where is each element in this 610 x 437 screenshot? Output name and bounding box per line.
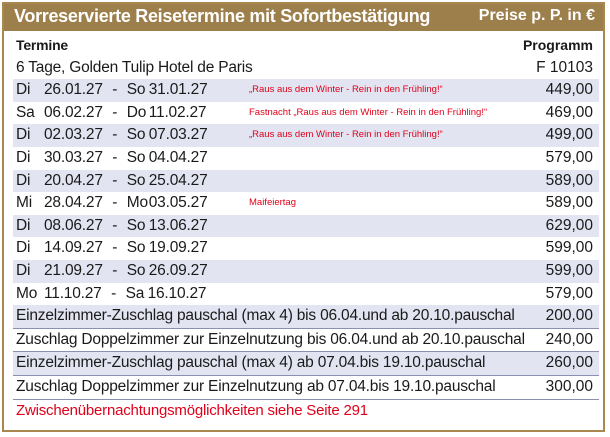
surcharge-row <box>13 329 599 353</box>
end-weekday: So <box>126 216 146 234</box>
start-weekday: Di <box>16 126 31 144</box>
start-weekday: Di <box>16 239 31 257</box>
end-weekday: So <box>126 148 146 166</box>
date-row <box>13 260 599 283</box>
end-date: 07.03.27 <box>148 126 208 144</box>
end-weekday: Do <box>126 103 147 121</box>
table-header-row <box>13 34 599 57</box>
date-range <box>16 215 208 238</box>
price-note: Preise p. P. in € <box>478 7 595 24</box>
start-weekday: Di <box>16 171 31 189</box>
end-weekday: So <box>126 126 146 144</box>
surcharge-price: 240,00 <box>545 330 593 348</box>
title-bar <box>4 4 603 31</box>
end-date: 11.02.27 <box>148 103 207 121</box>
start-date: 30.03.27 <box>44 148 103 166</box>
surcharge-price: 200,00 <box>545 307 593 325</box>
date-range <box>16 147 208 170</box>
date-row <box>13 192 599 215</box>
date-row <box>13 283 599 306</box>
footer-note-row <box>13 400 599 423</box>
date-row <box>13 147 599 170</box>
date-range <box>16 102 206 125</box>
column-header-programm: Programm <box>522 37 593 53</box>
end-weekday: So <box>126 261 146 279</box>
end-date: 04.04.27 <box>148 148 208 166</box>
date-range <box>16 124 208 147</box>
date-note: Maifeiertag <box>249 197 296 209</box>
end-weekday: Mo <box>126 194 148 212</box>
footer-note: Zwischenübernachtungsmöglichkeiten siehe Seite 291 <box>16 401 368 419</box>
end-date: 03.05.27 <box>148 194 208 212</box>
date-price: 599,00 <box>545 239 593 257</box>
start-date: 20.04.27 <box>44 171 103 189</box>
date-row <box>13 124 599 147</box>
date-price: 589,00 <box>545 194 593 212</box>
date-note: „Raus aus dem Winter - Rein in den Frühling!“ <box>249 84 443 96</box>
package-code: F 10103 <box>536 58 593 76</box>
start-weekday: Di <box>16 261 31 279</box>
package-name: 6 Tage, Golden Tulip Hotel de Paris <box>16 58 253 76</box>
range-separator: - <box>112 148 118 166</box>
date-note: Fastnacht „Raus aus dem Winter - Rein in den Frühling!“ <box>249 106 488 118</box>
range-separator: - <box>112 126 118 144</box>
date-row <box>13 102 599 125</box>
range-separator: - <box>112 194 118 212</box>
surcharge-text: Einzelzimmer-Zuschlag pauschal (max 4) ab 07.04.bis 19.10.pauschal <box>16 354 486 372</box>
start-weekday: Sa <box>16 103 35 121</box>
date-range <box>16 170 208 193</box>
surcharge-price: 260,00 <box>545 354 593 372</box>
date-price: 449,00 <box>545 81 593 99</box>
column-header-termine: Termine <box>16 37 69 53</box>
date-note: „Raus aus dem Winter - Rein in den Frühling!“ <box>249 129 443 141</box>
start-date: 06.02.27 <box>44 103 103 121</box>
date-range <box>16 79 208 102</box>
start-weekday: Mo <box>16 284 38 302</box>
start-date: 21.09.27 <box>44 261 103 279</box>
end-date: 25.04.27 <box>148 171 208 189</box>
date-price: 579,00 <box>545 148 593 166</box>
date-range <box>16 260 208 283</box>
end-weekday: So <box>126 171 146 189</box>
end-date: 26.09.27 <box>148 261 208 279</box>
date-price: 599,00 <box>545 261 593 279</box>
start-weekday: Di <box>16 216 31 234</box>
range-separator: - <box>112 216 118 234</box>
price-table-frame <box>2 2 605 432</box>
end-weekday: So <box>126 239 146 257</box>
end-weekday: Sa <box>125 284 145 302</box>
start-weekday: Mi <box>16 194 32 212</box>
surcharge-text: Einzelzimmer-Zuschlag pauschal (max 4) bis 06.04.und ab 20.10.pauschal <box>16 307 515 325</box>
end-weekday: So <box>126 81 146 99</box>
range-separator: - <box>112 103 118 121</box>
range-separator: - <box>111 284 117 302</box>
date-range <box>16 237 208 260</box>
start-date: 02.03.27 <box>44 126 103 144</box>
date-row <box>13 237 599 260</box>
surcharge-text: Zuschlag Doppelzimmer zur Einzelnutzung ab 07.04.bis 19.10.pauschal <box>16 377 496 395</box>
start-weekday: Di <box>16 148 31 166</box>
range-separator: - <box>112 81 118 99</box>
surcharge-row <box>13 376 599 400</box>
start-date: 11.10.27 <box>44 284 102 302</box>
end-date: 13.06.27 <box>148 216 208 234</box>
date-row <box>13 79 599 102</box>
date-price: 469,00 <box>545 103 593 121</box>
start-date: 08.06.27 <box>44 216 103 234</box>
start-date: 14.09.27 <box>44 239 103 257</box>
end-date: 16.10.27 <box>147 284 207 302</box>
range-separator: - <box>112 171 118 189</box>
start-date: 26.01.27 <box>44 81 103 99</box>
date-price: 629,00 <box>545 216 593 234</box>
date-row <box>13 215 599 238</box>
dates-table <box>13 34 599 422</box>
date-range <box>16 283 206 306</box>
date-price: 499,00 <box>545 126 593 144</box>
date-row <box>13 170 599 193</box>
date-range <box>16 192 208 215</box>
surcharge-price: 300,00 <box>545 377 593 395</box>
date-price: 579,00 <box>545 284 593 302</box>
end-date: 19.09.27 <box>148 239 208 257</box>
surcharge-text: Zuschlag Doppelzimmer zur Einzelnutzung bis 06.04.und ab 20.10.pauschal <box>16 330 525 348</box>
range-separator: - <box>112 239 118 257</box>
surcharge-row <box>13 305 599 329</box>
surcharge-row <box>13 352 599 376</box>
table-title: Vorreservierte Reisetermine mit Sofortbestätigung <box>14 6 431 26</box>
end-date: 31.01.27 <box>148 81 208 99</box>
date-price: 589,00 <box>545 171 593 189</box>
range-separator: - <box>112 261 118 279</box>
package-row <box>13 57 599 80</box>
start-weekday: Di <box>16 81 31 99</box>
start-date: 28.04.27 <box>44 194 103 212</box>
